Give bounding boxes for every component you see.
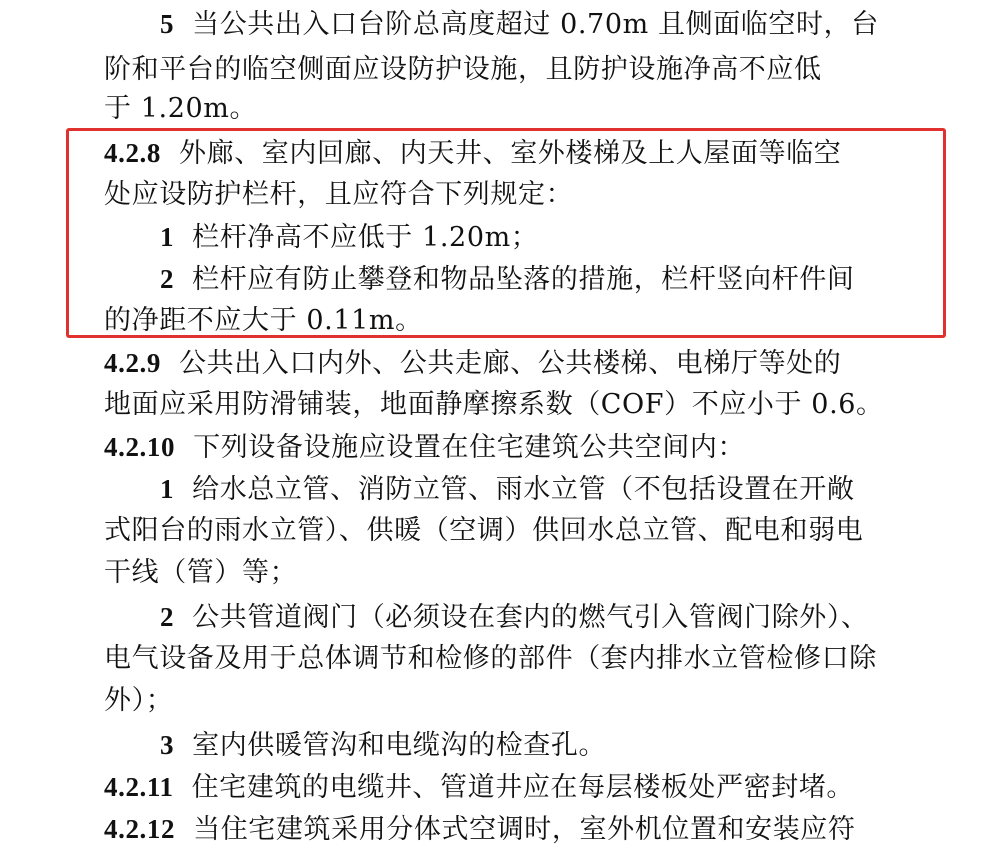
clause-number: 4.2.8 bbox=[104, 138, 161, 168]
line-text: 的净距不应大于 0.11m。 bbox=[104, 305, 423, 336]
item-number: 1 bbox=[160, 474, 175, 504]
clause-4-2-10-item-3 bbox=[160, 723, 960, 767]
line-text: 处应设防护栏杆，且应符合下列规定： bbox=[104, 179, 574, 210]
line-text: 下列设备设施应设置在住宅建筑公共空间内： bbox=[193, 432, 746, 463]
clause-4-2-11 bbox=[104, 765, 904, 809]
item-number: 3 bbox=[160, 730, 175, 760]
line-text: 式阳台的雨水立管）、供暖（空调）供回水总立管、配电和弱电 bbox=[104, 515, 864, 546]
clause-4-2-9-line-1 bbox=[104, 341, 904, 385]
item-5-line-1 bbox=[160, 2, 960, 46]
line-text: 于 1.20m。 bbox=[104, 93, 258, 124]
line-text: 阶和平台的临空侧面应设防护设施，且防护设施净高不应低 bbox=[104, 54, 822, 85]
line-text: 电气设备及用于总体调节和检修的部件（套内排水立管检修口除 bbox=[104, 643, 877, 674]
line-text: 公共出入口内外、公共走廊、公共楼梯、电梯厅等处的 bbox=[179, 348, 842, 379]
clause-4-2-10-item-2-line-2 bbox=[104, 637, 904, 681]
item-number: 5 bbox=[160, 9, 175, 39]
line-text: 干线（管）等； bbox=[104, 557, 298, 588]
clause-4-2-10-item-1-line-3 bbox=[104, 551, 904, 595]
line-text: 当公共出入口台阶总高度超过 0.70m 且侧面临空时，台 bbox=[192, 9, 879, 40]
highlight-box bbox=[66, 128, 946, 338]
clause-number: 4.2.11 bbox=[104, 772, 174, 802]
line-text: 栏杆净高不应低于 1.20m； bbox=[192, 222, 539, 253]
item-number: 2 bbox=[160, 264, 175, 294]
item-5-line-3 bbox=[104, 87, 904, 131]
clause-number: 4.2.10 bbox=[104, 432, 176, 462]
clause-4-2-9-line-2 bbox=[104, 383, 904, 427]
clause-4-2-10-item-2-line-1 bbox=[160, 595, 960, 639]
item-number: 1 bbox=[160, 222, 175, 252]
clause-4-2-10-item-2-line-3 bbox=[104, 679, 904, 723]
line-text: 住宅建筑的电缆井、管道井应在每层楼板处严密封堵。 bbox=[191, 772, 855, 803]
line-text: 当住宅建筑采用分体式空调时，室外机位置和安装应符 bbox=[193, 814, 856, 845]
clause-number: 4.2.9 bbox=[104, 348, 161, 378]
clause-4-2-10-line-1 bbox=[104, 425, 904, 469]
line-text: 室内供暖管沟和电缆沟的检查孔。 bbox=[192, 730, 607, 761]
line-text: 外廊、室内回廊、内天井、室外楼梯及上人屋面等临空 bbox=[179, 138, 842, 169]
line-text: 外）； bbox=[104, 685, 174, 716]
item-5-line-2 bbox=[104, 48, 904, 92]
clause-number: 4.2.12 bbox=[104, 814, 176, 844]
clause-4-2-12-line-1 bbox=[104, 807, 904, 851]
line-text: 栏杆应有防止攀登和物品坠落的措施，栏杆竖向杆件间 bbox=[192, 264, 855, 295]
line-text: 给水总立管、消防立管、雨水立管（不包括设置在开敞 bbox=[192, 474, 855, 505]
clause-4-2-10-item-1-line-2 bbox=[104, 509, 904, 553]
item-number: 2 bbox=[160, 602, 175, 632]
line-text: 地面应采用防滑铺装，地面静摩擦系数（COF）不应小于 0.6。 bbox=[104, 389, 884, 420]
line-text: 公共管道阀门（必须设在套内的燃气引入管阀门除外）、 bbox=[192, 602, 869, 633]
clause-4-2-10-item-1-line-1 bbox=[160, 467, 960, 511]
